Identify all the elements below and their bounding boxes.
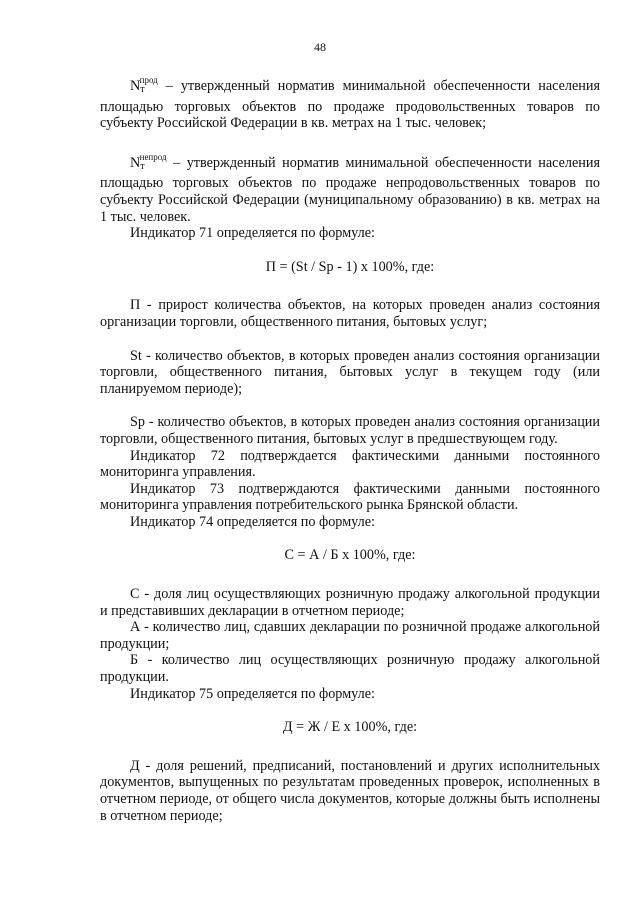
document-body <box>100 72 600 824</box>
st-definition: St - количество объектов, в которых проведен анализ состояния организации торговли, общественного питания, бытовых услуг в текущем году (или планируемом периоде); <box>100 347 600 397</box>
n-prod-text: – утвержденный норматив минимальной обеспеченности населения площадью торговых объектов по продаже продовольственных товаров по субъекту Российской Федерации в кв. метрах на 1 тыс. человек; <box>100 78 600 132</box>
sp-definition: Sp - количество объектов, в которых проведен анализ состояния организации торговли, общественного питания, бытовых услуг в предшествующем году. <box>100 414 600 447</box>
formula-75: Д = Ж / Е х 100%, где: <box>282 719 418 736</box>
indicator-73: Индикатор 73 подтверждаются фактическими данными постоянного мониторинга управления потребительского рынка Брянской области. <box>100 480 600 514</box>
formula-74: С = А / Б х 100%, где: <box>284 547 416 564</box>
n-neprod-definition <box>100 149 600 225</box>
n-neprod-text: – утвержденный норматив минимальной обеспеченности населения площадью торговых объектов по продаже непродовольственных товаров по субъекту Российской Федерации (муниципальному образованию) в кв. метрах на 1 тыс. человек. <box>100 154 600 225</box>
n-neprod-symbol: $N_т^{непрод}$ <box>130 151 167 172</box>
d-definition: Д - доля решений, предписаний, постановлений и других исполнительных документов, выпущенных по результатам проведенных проверок, исполненных в отчетном периоде, от общего числа документов, которые должны быть исполнены в отчетном периоде; <box>100 757 600 824</box>
n-prod-symbol: $N_т^{прод}$ <box>130 75 158 95</box>
indicator-75-intro: Индикатор 75 определяется по формуле: <box>130 685 375 702</box>
page-number: 48 <box>314 40 326 54</box>
n-prod-definition <box>100 72 600 132</box>
formula-71: П = (St / Sp - 1) х 100%, где: <box>265 258 435 275</box>
a-definition: А - количество лиц, сдавших декларации по розничной продаже алкогольной продукции; <box>100 619 600 652</box>
b-definition: Б - количество лиц осуществляющих розничную продажу алкогольной продукции. <box>100 652 600 686</box>
indicator-72: Индикатор 72 подтверждается фактическими данными постоянного мониторинга управления. <box>100 447 600 481</box>
c-definition: С - доля лиц осуществляющих розничную продажу алкогольной продукции и представивших декларации в отчетном периоде; <box>100 586 600 619</box>
indicator-71-intro: Индикатор 71 определяется по формуле: <box>130 225 375 242</box>
indicator-74-intro: Индикатор 74 определяется по формуле: <box>130 513 375 530</box>
p-definition: П - прирост количества объектов, на которых проведен анализ состояния организации торговли, общественного питания, бытовых услуг; <box>100 297 600 330</box>
